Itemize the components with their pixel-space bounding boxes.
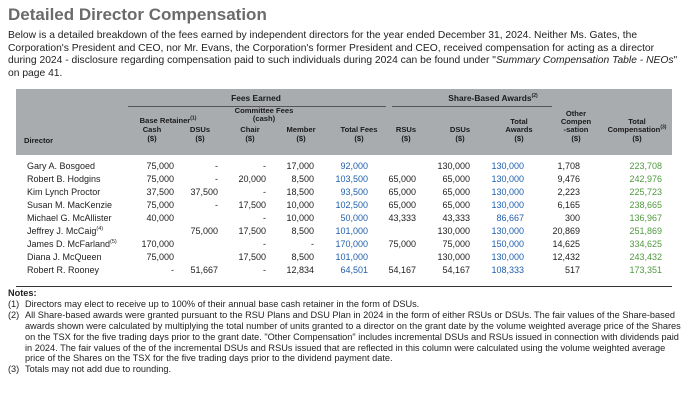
cell-dsus: - bbox=[215, 161, 218, 171]
cell-cash: 40,000 bbox=[146, 213, 174, 223]
cell-rsus: 65,000 bbox=[388, 187, 416, 197]
cell-other: 20,869 bbox=[552, 226, 580, 236]
director-name: Robert R. Rooney bbox=[27, 265, 100, 275]
cell-total: 173,351 bbox=[629, 265, 662, 275]
cell-dsus-2: 130,000 bbox=[437, 161, 470, 171]
unit-total-fees: ($) bbox=[354, 134, 364, 143]
cell-total-fees: 103,500 bbox=[335, 174, 368, 184]
header-total-comp-2: Compensation$^{(3)}$ bbox=[607, 124, 667, 134]
cell-member: 10,000 bbox=[286, 213, 314, 223]
intro-italic-ref: Summary Compensation Table - NEOs bbox=[495, 55, 674, 67]
director-name: Robert B. Hodgins bbox=[27, 174, 101, 184]
director-name: Diana J. McQueen bbox=[27, 252, 102, 262]
cell-total-awards: 130,000 bbox=[491, 174, 524, 184]
cell-chair: 17,500 bbox=[238, 200, 266, 210]
cell-member: 8,500 bbox=[291, 174, 314, 184]
cell-dsus: - bbox=[215, 200, 218, 210]
cell-total-fees: 101,000 bbox=[335, 252, 368, 262]
header-dsus-2: DSUs bbox=[449, 125, 471, 134]
cell-dsus-2: 65,000 bbox=[442, 200, 470, 210]
header-cash: Cash bbox=[142, 125, 162, 134]
unit-dsus: ($) bbox=[195, 134, 205, 143]
cell-total-fees: 50,000 bbox=[340, 213, 368, 223]
cell-chair: 20,000 bbox=[238, 174, 266, 184]
header-chair: Chair bbox=[240, 125, 260, 134]
note-item bbox=[8, 364, 682, 375]
header-total-awards-1: Total bbox=[510, 117, 528, 126]
cell-dsus-2: 54,167 bbox=[442, 265, 470, 275]
unit-total-comp: ($) bbox=[632, 134, 642, 143]
director-name: Kim Lynch Proctor bbox=[27, 187, 101, 197]
director-name: Gary A. Bosgoed bbox=[27, 161, 96, 171]
cell-dsus: - bbox=[215, 174, 218, 184]
note-item bbox=[8, 299, 682, 310]
cell-member: 17,000 bbox=[286, 161, 314, 171]
header-committee-fees: Committee Fees bbox=[234, 106, 294, 115]
cell-dsus-2: 130,000 bbox=[437, 252, 470, 262]
cell-member: - bbox=[311, 239, 314, 249]
cell-total: 223,708 bbox=[629, 161, 662, 171]
cell-dsus: 37,500 bbox=[190, 187, 218, 197]
cell-other: 6,165 bbox=[557, 200, 580, 210]
notes-section bbox=[8, 288, 682, 375]
cell-member: 12,834 bbox=[286, 265, 314, 275]
unit-total-awards: ($) bbox=[514, 134, 524, 143]
note-text: Totals may not add due to rounding. bbox=[25, 364, 172, 375]
cell-chair: 17,500 bbox=[238, 226, 266, 236]
cell-cash: 170,000 bbox=[141, 239, 174, 249]
note-text: All Share-based awards were granted pursuant to the RSU Plans and DSU Plan in 2024 in the form of either RSUs or DSUs. The fair values of the Share-based awards shown were calculated by multiplying the total number of units granted to a director on the grant date by the volume weighted average price of the Shares on the TSX for the five trading days prior to the grant date. "Other Compensation" includes incremental DSUs and RSUs issued in connection with dividends paid in 2024. The fair values of the of the incremental DSUs and RSUs issued that are reflected in this column were calculated using the volume weighted average price of the Shares on the TSX for the five trading days prior to the dividend payment date. bbox=[25, 309, 681, 364]
cell-cash: 75,000 bbox=[146, 174, 174, 184]
cell-chair: - bbox=[263, 239, 266, 249]
cell-rsus: 65,000 bbox=[388, 174, 416, 184]
cell-other: 14,625 bbox=[552, 239, 580, 249]
director-name: James D. McFarland$^{(5)}$ bbox=[27, 239, 117, 249]
director-name: Jeffrey J. McCaig$^{(4)}$ bbox=[27, 226, 104, 236]
table-row bbox=[16, 161, 672, 172]
table-row bbox=[16, 226, 672, 237]
header-rsus: RSUs bbox=[395, 125, 417, 134]
cell-rsus: 75,000 bbox=[388, 239, 416, 249]
cell-total-awards: 130,000 bbox=[491, 226, 524, 236]
header-total-fees: Total Fees bbox=[340, 125, 378, 134]
header-committee-cash: (cash) bbox=[252, 114, 276, 123]
note-item bbox=[8, 310, 682, 365]
cell-cash: - bbox=[171, 265, 174, 275]
cell-total: 136,967 bbox=[629, 213, 662, 223]
cell-other: 9,476 bbox=[557, 174, 580, 184]
header-sation: -sation bbox=[563, 125, 589, 134]
cell-total-awards: 130,000 bbox=[491, 187, 524, 197]
cell-total-awards: 130,000 bbox=[491, 161, 524, 171]
cell-total-fees: 101,000 bbox=[335, 226, 368, 236]
intro-text-1: Below is a detailed breakdown of the fees earned by independent directors for the year ended December 31, 2024. Neither Ms. Gates, the Corporation's President and CEO, nor Mr. Evans, the Corporation's former President and CEO, received compensation for acting as a director during 2024 - disclosure regarding compensation paid to such individuals during 2024 can be found under " bbox=[8, 30, 655, 67]
unit-member: ($) bbox=[296, 134, 306, 143]
cell-cash: 37,500 bbox=[146, 187, 174, 197]
table-row bbox=[16, 239, 672, 250]
cell-total: 238,665 bbox=[629, 200, 662, 210]
cell-total-fees: 92,000 bbox=[340, 161, 368, 171]
cell-total-awards: 130,000 bbox=[491, 200, 524, 210]
table-row bbox=[16, 187, 672, 198]
cell-other: 12,432 bbox=[552, 252, 580, 262]
cell-total-fees: 170,000 bbox=[335, 239, 368, 249]
intro-paragraph bbox=[8, 30, 680, 80]
cell-cash: 75,000 bbox=[146, 252, 174, 262]
cell-total-fees: 102,500 bbox=[335, 200, 368, 210]
cell-total-fees: 64,501 bbox=[340, 265, 368, 275]
director-name: Michael G. McAllister bbox=[27, 213, 112, 223]
unit-rsus: ($) bbox=[401, 134, 411, 143]
unit-dsus-2: ($) bbox=[455, 134, 465, 143]
header-other: Other bbox=[565, 109, 587, 118]
note-number: (3) bbox=[8, 364, 20, 375]
cell-total-awards: 130,000 bbox=[491, 252, 524, 262]
cell-other: 517 bbox=[564, 265, 580, 275]
header-compen: Compen bbox=[560, 117, 592, 126]
cell-member: 8,500 bbox=[291, 226, 314, 236]
header-director: Director bbox=[24, 136, 54, 145]
cell-dsus-2: 65,000 bbox=[442, 187, 470, 197]
header-rule-share bbox=[392, 106, 552, 107]
cell-other: 1,708 bbox=[557, 161, 580, 171]
header-base-retainer: Base Retainer$^{(1)}$ bbox=[139, 115, 197, 125]
cell-chair: - bbox=[263, 265, 266, 275]
note-number: (2) bbox=[8, 309, 20, 320]
cell-total-awards: 150,000 bbox=[491, 239, 524, 249]
intro-text-2: " on page 41. bbox=[8, 55, 678, 79]
unit-other: ($) bbox=[571, 134, 581, 143]
header-total-awards-2: Awards bbox=[505, 125, 533, 134]
director-name: Susan M. MacKenzie bbox=[27, 200, 113, 210]
cell-dsus: 75,000 bbox=[190, 226, 218, 236]
header-dsus: DSUs bbox=[189, 125, 211, 134]
page-title: Detailed Director Compensation bbox=[8, 5, 267, 24]
cell-chair: - bbox=[263, 161, 266, 171]
cell-total: 225,723 bbox=[629, 187, 662, 197]
table-header bbox=[16, 89, 672, 155]
cell-member: 8,500 bbox=[291, 252, 314, 262]
header-fees-earned: Fees Earned bbox=[231, 93, 281, 103]
cell-rsus: 43,333 bbox=[388, 213, 416, 223]
notes-heading: Notes: bbox=[8, 288, 37, 298]
note-number: (1) bbox=[8, 298, 20, 309]
cell-dsus-2: 65,000 bbox=[442, 174, 470, 184]
table-row bbox=[16, 213, 672, 224]
note-text: Directors may elect to receive up to 100% of their annual base cash retainer in the form of DSUs. bbox=[25, 298, 420, 309]
table-row bbox=[16, 252, 672, 263]
cell-chair: - bbox=[263, 213, 266, 223]
cell-total: 334,625 bbox=[629, 239, 662, 249]
table-row bbox=[16, 200, 672, 211]
cell-other: 2,223 bbox=[557, 187, 580, 197]
cell-dsus-2: 75,000 bbox=[442, 239, 470, 249]
unit-cash: ($) bbox=[147, 134, 157, 143]
header-total-comp-1: Total bbox=[628, 117, 646, 126]
cell-dsus-2: 130,000 bbox=[437, 226, 470, 236]
cell-dsus-2: 43,333 bbox=[442, 213, 470, 223]
cell-member: 10,000 bbox=[286, 200, 314, 210]
cell-member: 18,500 bbox=[286, 187, 314, 197]
table-bottom-rule bbox=[16, 286, 672, 287]
cell-other: 300 bbox=[564, 213, 580, 223]
cell-total: 242,976 bbox=[629, 174, 662, 184]
cell-cash: 75,000 bbox=[146, 161, 174, 171]
cell-total: 243,432 bbox=[629, 252, 662, 262]
table-row bbox=[16, 265, 672, 276]
unit-chair: ($) bbox=[245, 134, 255, 143]
cell-total-awards: 86,667 bbox=[496, 213, 524, 223]
cell-total: 251,869 bbox=[629, 226, 662, 236]
cell-rsus: 54,167 bbox=[388, 265, 416, 275]
cell-total-fees: 93,500 bbox=[340, 187, 368, 197]
cell-chair: - bbox=[263, 187, 266, 197]
header-member: Member bbox=[286, 125, 316, 134]
cell-rsus: 65,000 bbox=[388, 200, 416, 210]
cell-dsus: 51,667 bbox=[190, 265, 218, 275]
table-row bbox=[16, 174, 672, 185]
cell-total-awards: 108,333 bbox=[491, 265, 524, 275]
cell-cash: 75,000 bbox=[146, 200, 174, 210]
header-share-based: Share-Based Awards$^{(2)}$ bbox=[448, 93, 538, 103]
cell-chair: 17,500 bbox=[238, 252, 266, 262]
